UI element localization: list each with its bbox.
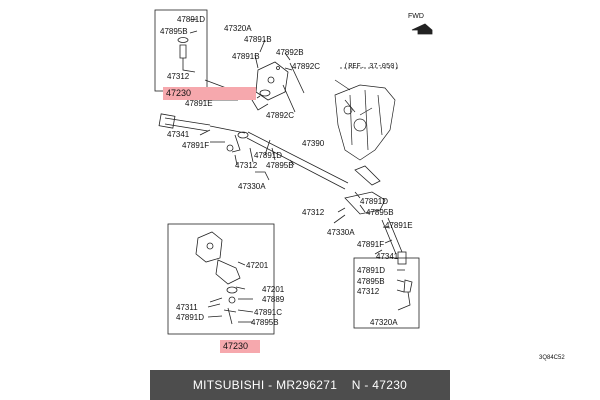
- part-label: 47892B: [276, 48, 304, 57]
- part-label: 47891B: [232, 52, 260, 61]
- part-label: 47320A: [370, 318, 398, 327]
- part-label: 47895B: [160, 27, 188, 36]
- part-label: 47891D: [357, 266, 386, 275]
- part-label: 47891D: [360, 197, 389, 206]
- part-label: 47895B: [357, 277, 385, 286]
- part-label: 47891D: [176, 313, 205, 322]
- part-label: 47891D: [177, 15, 206, 24]
- highlight-47230-bottom: 47230: [220, 340, 260, 353]
- idler-arm-bracket-top: [252, 62, 288, 110]
- idler-arm-assembly-bottom: [196, 232, 240, 324]
- part-label: 47895B: [266, 161, 294, 170]
- part-label: 47312: [235, 161, 258, 170]
- part-label: 47895B: [366, 208, 394, 217]
- fwd-label: FWD: [408, 13, 424, 20]
- part-label: 47312: [302, 208, 325, 217]
- part-label: 47390: [302, 139, 325, 148]
- diagram-code: 3Q84C52: [539, 355, 565, 361]
- part-label: 47312: [167, 72, 190, 81]
- center-link: [247, 132, 348, 189]
- part-label: 47330A: [327, 228, 355, 237]
- footer-part-number: MR296271: [276, 378, 338, 392]
- footer-separator: N -: [337, 378, 373, 392]
- part-label: 47891E: [185, 99, 213, 108]
- part-label: 47312: [357, 287, 380, 296]
- steering-gearbox: [335, 80, 395, 160]
- part-label: 47341: [376, 252, 399, 261]
- footer-banner: [150, 370, 450, 400]
- footer-ref-number: 47230: [372, 378, 408, 392]
- part-label: 47891F: [357, 240, 385, 249]
- part-label: 47201: [262, 285, 285, 294]
- part-label: 47341: [167, 130, 190, 139]
- ref-label: (REF. 37-050): [344, 63, 399, 71]
- part-label: 47891E: [385, 221, 413, 230]
- part-label: 47892C: [266, 111, 295, 120]
- part-label: 47891B: [244, 35, 272, 44]
- part-label: 47895B: [251, 318, 279, 327]
- part-label: 47889: [262, 295, 285, 304]
- footer-brand: MITSUBISHI: [192, 378, 265, 392]
- part-label: 47891C: [254, 308, 283, 317]
- part-label: 47311: [176, 303, 198, 312]
- part-label: 47892C: [292, 62, 321, 71]
- fwd-arrow-icon: [412, 24, 432, 34]
- part-label: 47891D: [254, 151, 283, 160]
- part-label: 47891F: [182, 141, 210, 150]
- footer-separator: -: [264, 378, 277, 392]
- part-label: 47330A: [238, 182, 266, 191]
- part-label: 47201: [246, 261, 269, 270]
- part-label: 47320A: [224, 24, 252, 33]
- highlight-47230-top: 47230: [163, 87, 256, 100]
